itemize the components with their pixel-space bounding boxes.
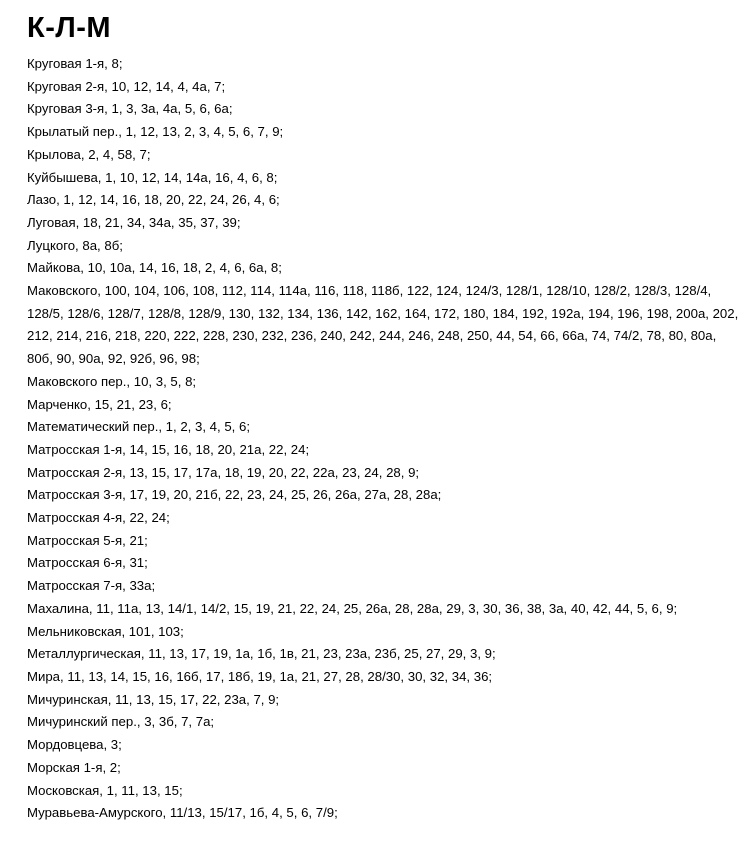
page-title: К-Л-М bbox=[27, 12, 112, 44]
street-entry: Луговая, 18, 21, 34, 34а, 35, 37, 39; bbox=[27, 214, 241, 230]
street-entry: Куйбышева, 1, 10, 12, 14, 14а, 16, 4, 6, 8; bbox=[27, 169, 278, 185]
street-entry: Матросская 6-я, 31; bbox=[27, 555, 148, 571]
street-entry: Круговая 3-я, 1, 3, 3а, 4а, 5, 6, 6а; bbox=[27, 101, 233, 117]
street-entry: Круговая 2-я, 10, 12, 14, 4, 4а, 7; bbox=[27, 78, 226, 94]
street-entry: Крылова, 2, 4, 58, 7; bbox=[27, 146, 151, 162]
street-entry: Маковского, 100, 104, 106, 108, 112, 114, 114а, 116, 118, 118б, 122, 124, 124/3, 128/1, 128/10, 128/2, 128/3, 128/4, 128/5, 128/6, 128/7, 128/8, 128/9, 130, 132, 134, 136, 142, 162, 164, 172, 180, 184, 192, 192а, 194, 196, 198, 200а, 202, 212, 214, 216, 218, 220, 222, 228, 230, 232, 236, 240, 242, 244, 246, 248, 250, 44, 54, 66, 66а, 74, 74/2, 78, 80, 80а, 80б, 90, 90а, 92, 92б, 96, 98; bbox=[27, 283, 739, 367]
street-entry: Мичуринский пер., 3, 3б, 7, 7а; bbox=[27, 714, 215, 730]
street-entry: Матросская 4-я, 22, 24; bbox=[27, 510, 170, 526]
street-entry: Луцкого, 8а, 8б; bbox=[27, 237, 123, 253]
street-entry: Маковского пер., 10, 3, 5, 8; bbox=[27, 373, 197, 389]
street-entry: Мичуринская, 11, 13, 15, 17, 22, 23а, 7, 9; bbox=[27, 691, 280, 707]
street-entry: Мельниковская, 101, 103; bbox=[27, 623, 184, 639]
street-entry: Майкова, 10, 10а, 14, 16, 18, 2, 4, 6, 6а, 8; bbox=[27, 260, 282, 276]
street-entry: Лазо, 1, 12, 14, 16, 18, 20, 22, 24, 26, 4, 6; bbox=[27, 192, 280, 208]
street-entry: Матросская 5-я, 21; bbox=[27, 532, 148, 548]
street-entry: Мира, 11, 13, 14, 15, 16, 16б, 17, 18б, 19, 1а, 21, 27, 28, 28/30, 30, 32, 34, 36; bbox=[27, 668, 493, 684]
street-entry: Московская, 1, 11, 13, 15; bbox=[27, 782, 183, 798]
street-entry: Махалина, 11, 11а, 13, 14/1, 14/2, 15, 19, 21, 22, 24, 25, 26а, 28, 28а, 29, 3, 30, 36, 38, 3а, 40, 42, 44, 5, 6, 9; bbox=[27, 600, 678, 616]
street-entry: Математический пер., 1, 2, 3, 4, 5, 6; bbox=[27, 419, 250, 435]
street-entry: Матросская 1-я, 14, 15, 16, 18, 20, 21а, 22, 24; bbox=[27, 441, 310, 457]
document-page bbox=[27, 10, 742, 825]
street-entry: Матросская 2-я, 13, 15, 17, 17а, 18, 19, 20, 22, 22а, 23, 24, 28, 9; bbox=[27, 464, 420, 480]
street-entry: Круговая 1-я, 8; bbox=[27, 56, 123, 71]
street-entry: Мордовцева, 3; bbox=[27, 737, 122, 753]
street-entry: Марченко, 15, 21, 23, 6; bbox=[27, 396, 172, 412]
street-entry: Морская 1-я, 2; bbox=[27, 759, 121, 775]
street-entry: Матросская 7-я, 33а; bbox=[27, 578, 156, 594]
street-entry: Муравьева-Амурского, 11/13, 15/17, 1б, 4, 5, 6, 7/9; bbox=[27, 805, 338, 821]
street-entry: Металлургическая, 11, 13, 17, 19, 1а, 1б, 1в, 21, 23, 23а, 23б, 25, 27, 29, 3, 9; bbox=[27, 646, 496, 662]
street-entry: Крылатый пер., 1, 12, 13, 2, 3, 4, 5, 6, 7, 9; bbox=[27, 124, 284, 140]
street-list bbox=[27, 53, 742, 825]
street-entry: Матросская 3-я, 17, 19, 20, 21б, 22, 23, 24, 25, 26, 26а, 27а, 28, 28а; bbox=[27, 487, 442, 503]
